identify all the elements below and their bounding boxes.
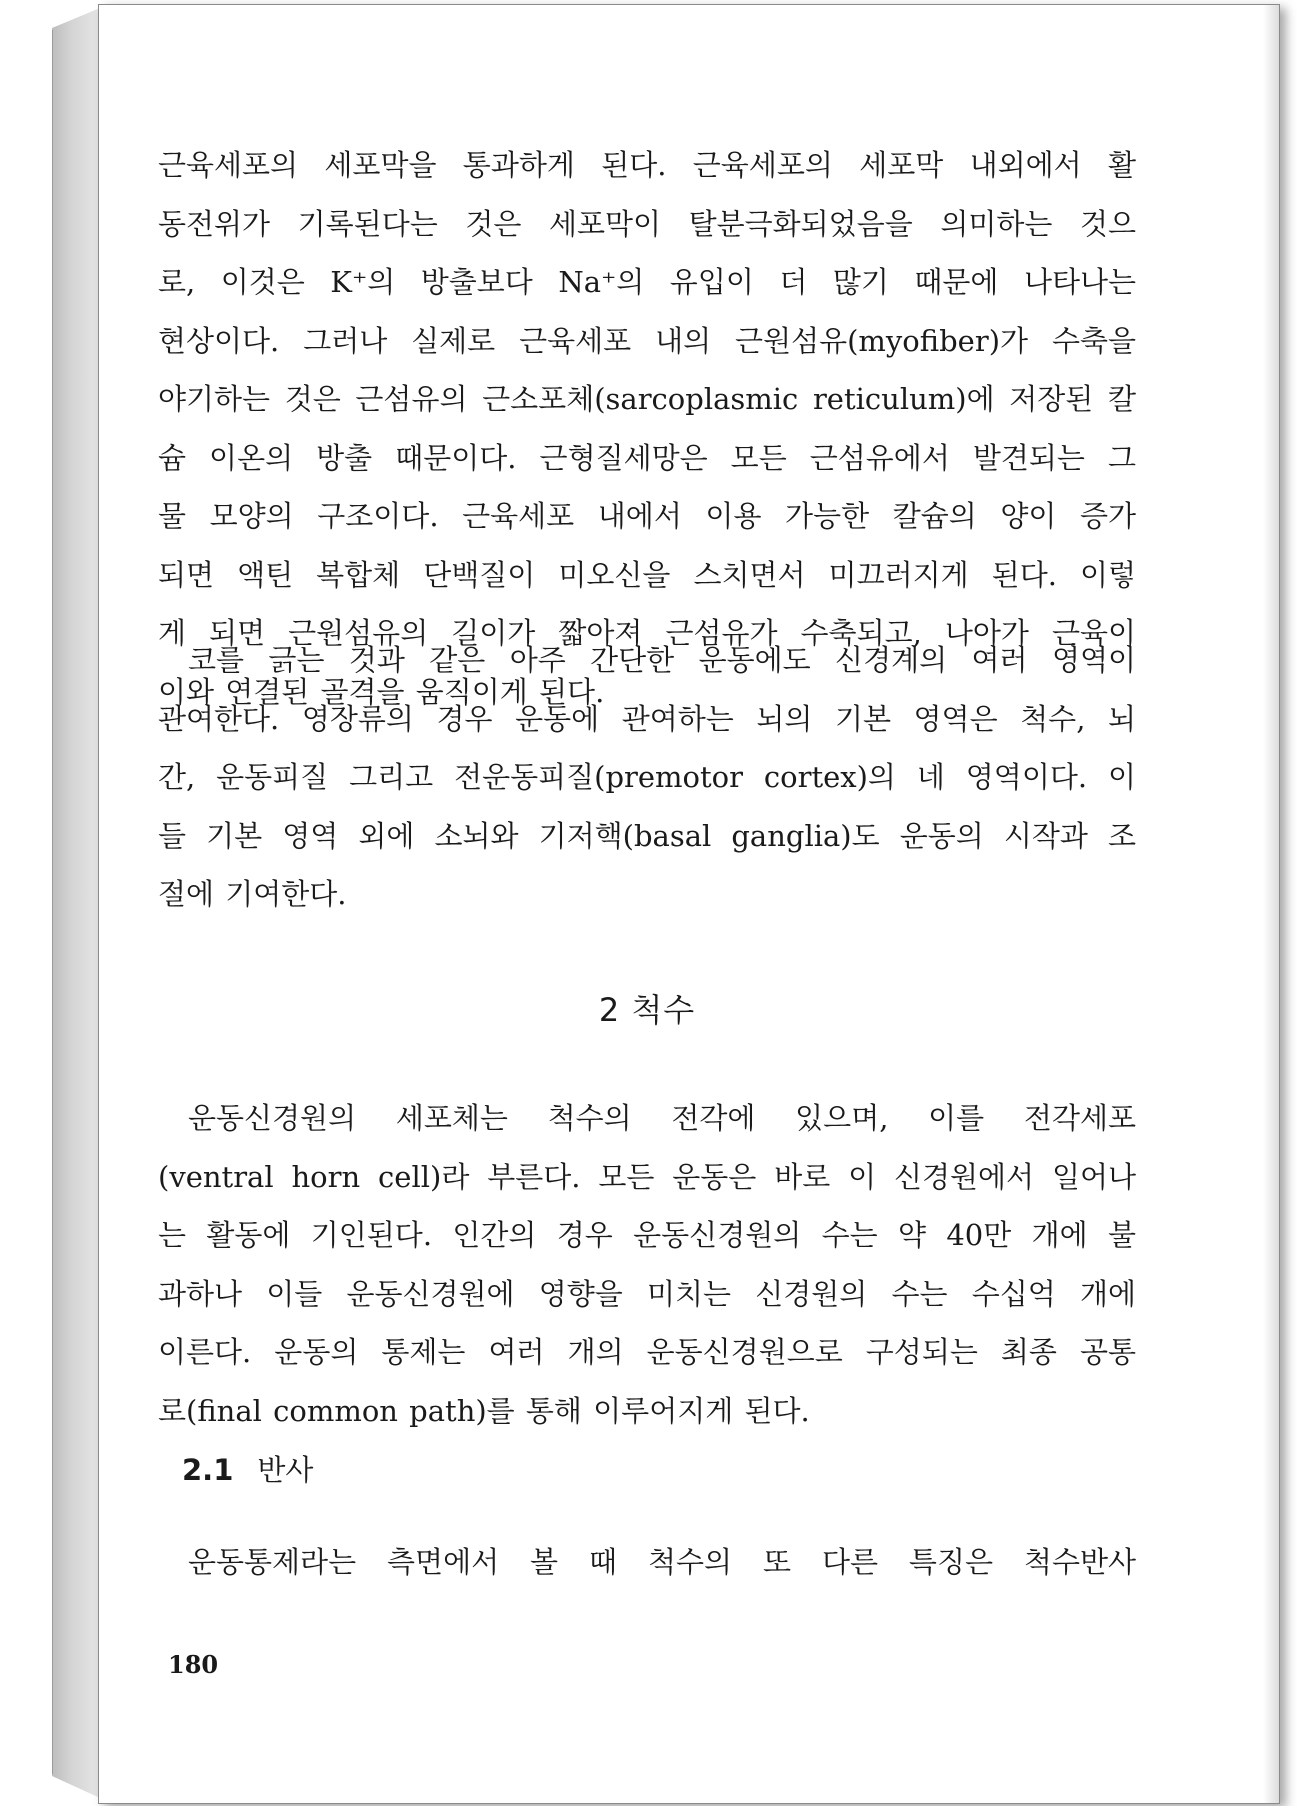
text-line: 현상이다. 그러나 실제로 근육세포 내의 근원섬유(myofiber)가 수축을 [158, 323, 1136, 358]
subsection-label: 반사 [257, 1453, 314, 1487]
text-line: 는 활동에 기인된다. 인간의 경우 운동신경원의 수는 약 40만 개에 불 [158, 1218, 1136, 1252]
text-line: 되면 액틴 복합체 단백질이 미오신을 스치면서 미끄러지게 된다. 이렇 [158, 557, 1136, 592]
text-line: 물 모양의 구조이다. 근육세포 내에서 이용 가능한 칼슘의 양이 증가 [158, 499, 1136, 533]
text-line: 로(final common path)를 통해 이루어지게 된다. [158, 1393, 810, 1428]
text-line: 게 되면 근원섬유의 길이가 짧아져 근섬유가 수축되고, 나아가 근육이 [158, 616, 1136, 650]
page-number: 180 [168, 1650, 219, 1679]
text-line: 간, 운동피질 그리고 전운동피질(premotor cortex)의 네 영역이다. 이 [158, 760, 1136, 794]
text-line: 들 기본 영역 외에 소뇌와 기저핵(basal ganglia)도 운동의 시작과 조 [158, 818, 1136, 853]
text-line: 관여한다. 영장류의 경우 운동에 관여하는 뇌의 기본 영역은 척수, 뇌 [158, 701, 1136, 736]
paragraph-motor-neurons [158, 1089, 1136, 1440]
text-line: 운동통제라는 측면에서 볼 때 척수의 또 다른 특징은 척수반사 [188, 1545, 1136, 1579]
paragraph-motor-areas [158, 631, 1136, 924]
text-line: 절에 기여한다. [158, 877, 347, 911]
text-line: 동전위가 기록된다는 것은 세포막이 탈분극화되었음을 의미하는 것으 [158, 206, 1136, 241]
text-line: 과하나 이들 운동신경원에 영향을 미치는 신경원의 수는 수십억 개에 [158, 1276, 1136, 1311]
text-line: 근육세포의 세포막을 통과하게 된다. 근육세포의 세포막 내외에서 활 [158, 148, 1136, 182]
text-line: (ventral horn cell)라 부른다. 모든 운동은 바로 이 신경원에서 일어나 [158, 1159, 1136, 1194]
page-edge-shadow [1263, 5, 1279, 1803]
section-title: 2 척수 [598, 991, 696, 1029]
subsection-title [182, 1448, 313, 1489]
text-line: 코를 긁는 것과 같은 아주 간단한 운동에도 신경계의 여러 영역이 [188, 643, 1136, 677]
text-line: 운동신경원의 세포체는 척수의 전각에 있으며, 이를 전각세포 [188, 1101, 1136, 1135]
subsection-number: 2.1 [182, 1453, 234, 1487]
text-line: 이른다. 운동의 통제는 여러 개의 운동신경원으로 구성되는 최종 공통 [158, 1335, 1136, 1369]
text-line: 로, 이것은 K⁺의 방출보다 Na⁺의 유입이 더 많기 때문에 나타나는 [158, 265, 1136, 299]
text-line: 슘 이온의 방출 때문이다. 근형질세망은 모든 근섬유에서 발견되는 그 [158, 440, 1136, 475]
paragraph-spinal-reflex [158, 1533, 1136, 1592]
book-spine-edge [52, 30, 53, 1774]
book-spine [52, 8, 100, 1798]
text-line: 이와 연결된 골격을 움직이게 된다. [158, 674, 605, 709]
text-line: 야기하는 것은 근섬유의 근소포체(sarcoplasmic reticulum)에 저장된 칼 [158, 382, 1136, 416]
